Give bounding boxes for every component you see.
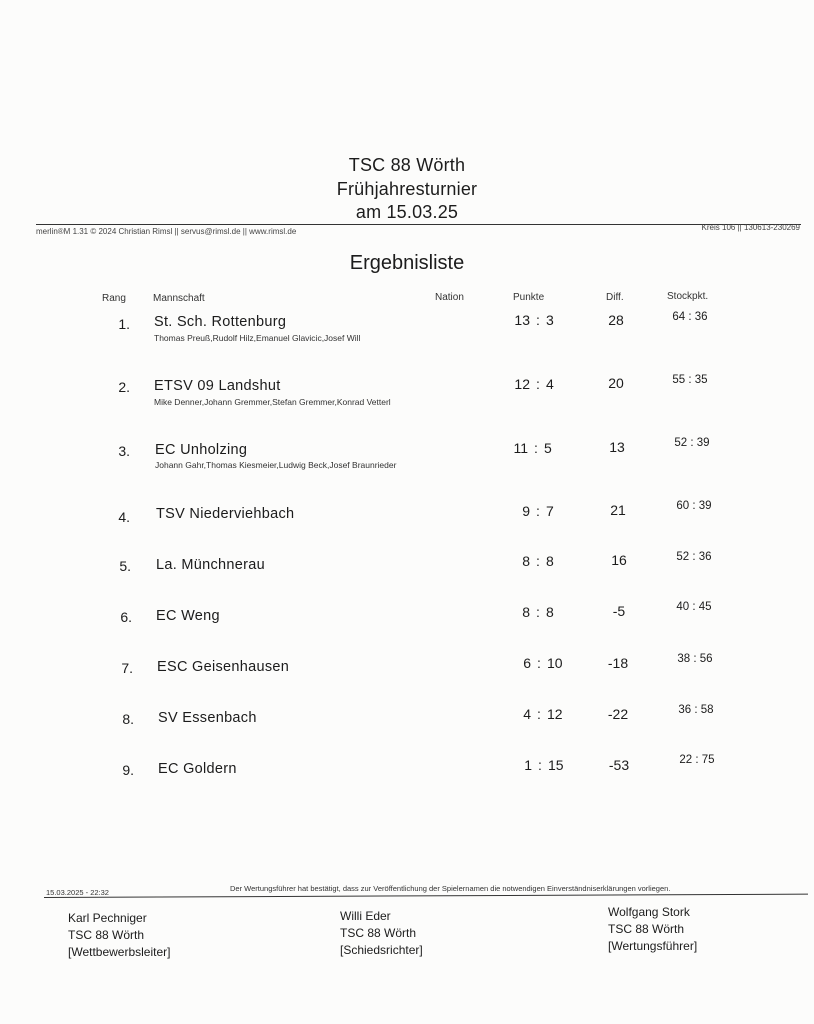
row-team: EC Goldern	[158, 761, 237, 777]
row-diff: 21	[610, 502, 626, 518]
row-stock: 40 : 45	[676, 601, 712, 613]
row-stock: 52 : 39	[674, 437, 710, 449]
row-rank: 4.	[118, 509, 130, 525]
row-points: 13 : 3	[514, 312, 554, 328]
row-diff: -5	[612, 603, 626, 619]
row-points: 8 : 8	[522, 604, 554, 620]
row-team: EC Unholzing	[155, 442, 248, 458]
col-stock: Stockpkt.	[667, 291, 709, 302]
row-rank: 2.	[118, 379, 130, 395]
row-rank: 1.	[118, 316, 130, 332]
kreis-id: Kreis 106 || 130613-230269	[701, 223, 800, 232]
signatory-name: Karl Pechniger	[68, 911, 147, 925]
row-team: St. Sch. Rottenburg	[154, 314, 287, 330]
col-team: Mannschaft	[153, 293, 205, 304]
signatory-name: Wolfgang Stork	[608, 905, 690, 919]
signatory-scorekeeper	[608, 904, 697, 955]
col-points: Punkte	[513, 292, 545, 303]
event-date: am 15.03.25	[355, 202, 459, 222]
row-points: 4 : 12	[523, 706, 563, 722]
signatory-referee	[340, 908, 423, 959]
row-points: 8 : 8	[522, 553, 554, 569]
row-rank: 8.	[122, 711, 134, 727]
row-rank: 5.	[119, 558, 131, 574]
signatory-club: TSC 88 Wörth	[340, 926, 417, 940]
row-rank: 9.	[122, 762, 134, 778]
row-diff: 28	[608, 312, 624, 328]
row-points: 6 : 10	[523, 655, 563, 671]
col-nation: Nation	[435, 292, 464, 303]
col-diff: Diff.	[606, 292, 624, 303]
footer-divider	[44, 894, 808, 898]
row-players: Mike Denner,Johann Gremmer,Stefan Gremmer,Konrad Vetterl	[154, 397, 391, 407]
row-players: Johann Gahr,Thomas Kiesmeier,Ludwig Beck,Josef Braunrieder	[155, 460, 397, 470]
row-diff: 16	[611, 552, 627, 568]
row-rank: 3.	[118, 443, 130, 459]
signatory-role: [Wertungsführer]	[608, 939, 698, 953]
row-points: 12 : 4	[514, 376, 554, 392]
row-diff: 13	[609, 439, 625, 455]
row-stock: 22 : 75	[679, 754, 715, 766]
row-stock: 64 : 36	[672, 311, 708, 323]
row-stock: 36 : 58	[678, 704, 714, 716]
row-team: La. Münchnerau	[156, 557, 265, 573]
row-stock: 38 : 56	[677, 653, 713, 665]
row-team: EC Weng	[156, 608, 220, 624]
row-diff: -18	[607, 655, 629, 671]
signatory-role: [Wettbewerbsleiter]	[68, 945, 171, 959]
col-rank: Rang	[102, 293, 126, 304]
software-credit: merlin®M 1.31 © 2024 Christian Rimsl || servus@rimsl.de || www.rimsl.de	[36, 227, 297, 236]
row-players: Thomas Preuß,Rudolf Hilz,Emanuel Glavicic,Josef Will	[154, 333, 361, 343]
page-title: Ergebnisliste	[349, 252, 465, 274]
row-team: ETSV 09 Landshut	[154, 378, 281, 394]
row-rank: 6.	[120, 609, 132, 625]
row-points: 11 : 5	[513, 440, 552, 456]
signatory-competition-leader	[68, 910, 171, 961]
event-name: Frühjahresturnier	[336, 179, 478, 199]
row-points: 1 : 15	[524, 757, 564, 773]
signatory-club: TSC 88 Wörth	[68, 928, 145, 942]
row-stock: 55 : 35	[672, 374, 708, 386]
print-timestamp: 15.03.2025 - 22:32	[46, 888, 109, 897]
signatory-role: [Schiedsrichter]	[340, 943, 423, 957]
signatory-name: Willi Eder	[340, 909, 391, 923]
row-stock: 60 : 39	[676, 500, 712, 512]
event-club: TSC 88 Wörth	[348, 155, 466, 175]
row-team: SV Essenbach	[158, 710, 257, 726]
row-points: 9 : 7	[522, 503, 554, 519]
row-rank: 7.	[121, 660, 133, 676]
row-team: TSV Niederviehbach	[156, 506, 295, 522]
row-diff: -22	[607, 706, 629, 722]
header-divider	[36, 224, 801, 225]
row-diff: 20	[608, 375, 624, 391]
row-team: ESC Geisenhausen	[157, 659, 290, 675]
consent-note: Der Wertungsführer hat bestätigt, dass zur Veröffentlichung der Spielernamen die notwendigen Einverständniserklärungen vorliegen.	[230, 884, 671, 893]
row-stock: 52 : 36	[676, 551, 712, 563]
row-diff: -53	[608, 757, 630, 773]
signatory-club: TSC 88 Wörth	[608, 922, 685, 936]
